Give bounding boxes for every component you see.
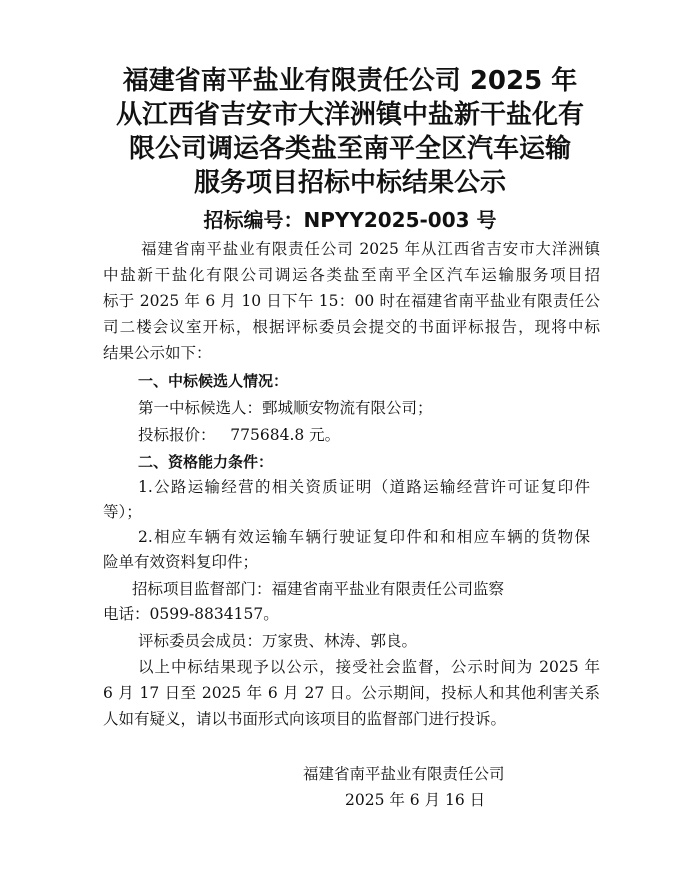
section2-heading: 二、资格能力条件： [138,453,274,471]
intro-line: 标于 2025 年 6 月 10 日下午 15：00 时在福建省南平盐业有限责任公 [103,292,600,310]
bid-price-line: 投标报价： 775684.8 元。 [138,426,341,444]
condition-2-line: 险单有效资料复印件； [103,553,259,571]
intro-line: 司二楼会议室开标，根据评标委员会提交的书面评标报告，现将中标 [103,318,600,336]
signature-date: 2025 年 6 月 16 日 [345,791,486,809]
tender-code: 招标编号：NPYY2025-003 号 [203,208,497,232]
notice-line: 以上中标结果现予以公示，接受社会监督，公示时间为 2025 年 [138,658,600,676]
intro-line: 中盐新干盐化有限公司调运各类盐至南平全区汽车运输服务项目招 [103,266,600,284]
signature-org: 福建省南平盐业有限责任公司 [303,765,505,783]
candidate-line: 第一中标候选人：鄄城顺安物流有限公司； [138,399,433,417]
intro-line: 福建省南平盐业有限责任公司 2025 年从江西省吉安市大洋洲镇 [141,240,600,258]
supervisor-line: 招标项目监督部门：福建省南平盐业有限责任公司监察 [132,580,505,598]
condition-1-line: 1.公路运输经营的相关资质证明（道路运输经营许可证复印件 [138,478,590,496]
section1-heading: 一、中标候选人情况： [138,372,289,390]
title-line: 限公司调运各类盐至南平全区汽车运输 [128,134,571,164]
condition-2-line: 2.相应车辆有效运输车辆行驶证复印件和和相应车辆的货物保 [138,528,590,546]
intro-line: 结果公示如下： [103,344,212,362]
notice-line: 人如有疑义，请以书面形式向该项目的监督部门进行投诉。 [103,710,507,728]
notice-line: 6 月 17 日至 2025 年 6 月 27 日。公示期间，投标人和其他利害关系 [103,684,600,702]
committee-line: 评标委员会成员：万家贵、林涛、郭良。 [138,632,418,650]
title-line: 从江西省吉安市大洋洲镇中盐新干盐化有 [115,100,584,130]
title-line: 服务项目招标中标结果公示 [193,168,506,198]
phone-line: 电话：0599-8834157。 [103,605,279,623]
condition-1-line: 等）； [103,503,142,521]
notice-title [100,64,600,200]
title-line: 福建省南平盐业有限责任公司 2025 年 [122,66,578,96]
